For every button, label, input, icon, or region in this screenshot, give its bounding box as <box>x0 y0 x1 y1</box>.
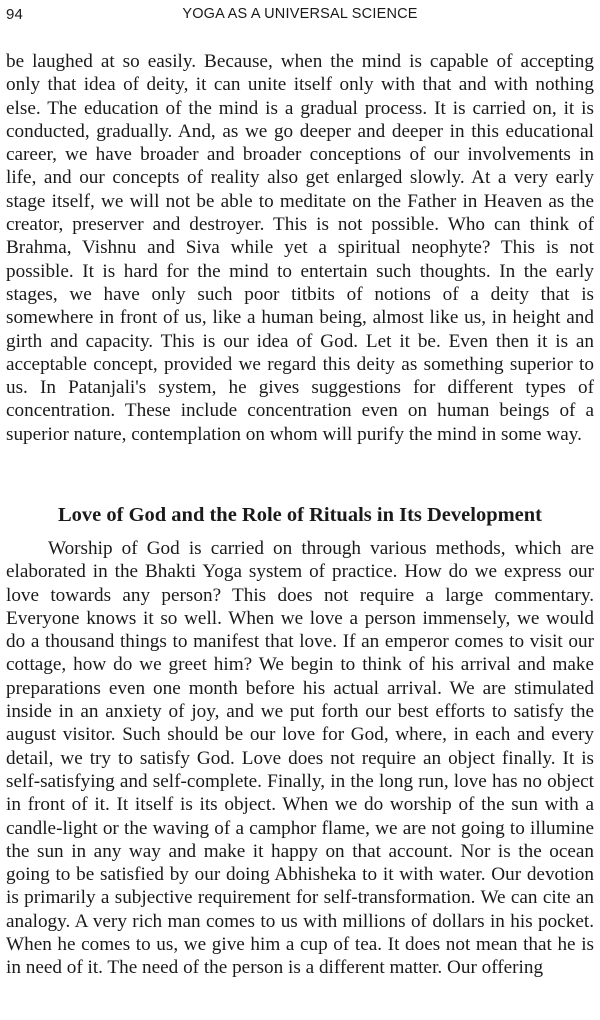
section-heading: Love of God and the Role of Rituals in Its Development <box>57 504 543 526</box>
running-header <box>6 6 594 28</box>
page-number: 94 <box>6 6 24 23</box>
paragraph-continued: be laughed at so easily. Because, when the mind is capable of accepting only that idea of deity, it can unite itself only with that and with nothing else. The education of the mind is a gradual process. It is carried on, it is conducted, gradually. And, as we go deeper and deeper in this educational career, we have broader and broader conceptions of our involvements in life, and our concepts of reality also get enlarged slowly. At a very early stage itself, we will not be able to meditate on the Father in Heaven as the creator, preserver and destroyer. This is not possible. Who can think of Brahma, Vishnu and Siva while yet a spiritual neophyte? This is not possible. It is hard for the mind to entertain such thoughts. In the early stages, we have only such poor titbits of notions of a deity that is somewhere in front of us, like a human being, almost like us, in height and girth and capacity. This is our idea of God. Let it be. Even then it is an acceptable concept, provided we regard this deity as something superior to us. In Patanjali's system, he gives suggestions for different types of concentration. These include concentration even on human beings of a superior nature, contemplation on whom will purify the mind in some way. <box>6 51 594 445</box>
running-title: YOGA AS A UNIVERSAL SCIENCE <box>182 6 418 22</box>
paragraph-worship: Worship of God is carried on through various methods, which are elaborated in the Bhakti Yoga system of practice. How do we express our love towards any person? This does not require a large commentary. Everyone knows it so well. When we love a person immensely, we would do a thousand things to manifest that love. If an emperor comes to visit our cottage, how do we greet him? We begin to think of his arrival and make preparations even one month before his actual arrival. We are stimulated inside in an anxiety of joy, and we put forth our best efforts to satisfy the august visitor. Such should be our love for God, where, in each and every detail, we try to satisfy God. Love does not require an object finally. It is self-satisfying and self-complete. Finally, in the long run, love has no object in front of it. It itself is its object. When we do worship of the sun with a candle-light or the waving of a camphor flame, we are not going to illumine the sun in any way and make it happy on that account. Nor is the ocean going to be satisfied by our doing Abhisheka to it with water. Our devotion is primarily a subjective requirement for self-transformation. We can cite an analogy. A very rich man comes to us with millions of dollars in his pocket. When he comes to us, we give him a cup of tea. It does not mean that he is in need of it. The need of the person is a different matter. Our offering <box>6 538 594 979</box>
